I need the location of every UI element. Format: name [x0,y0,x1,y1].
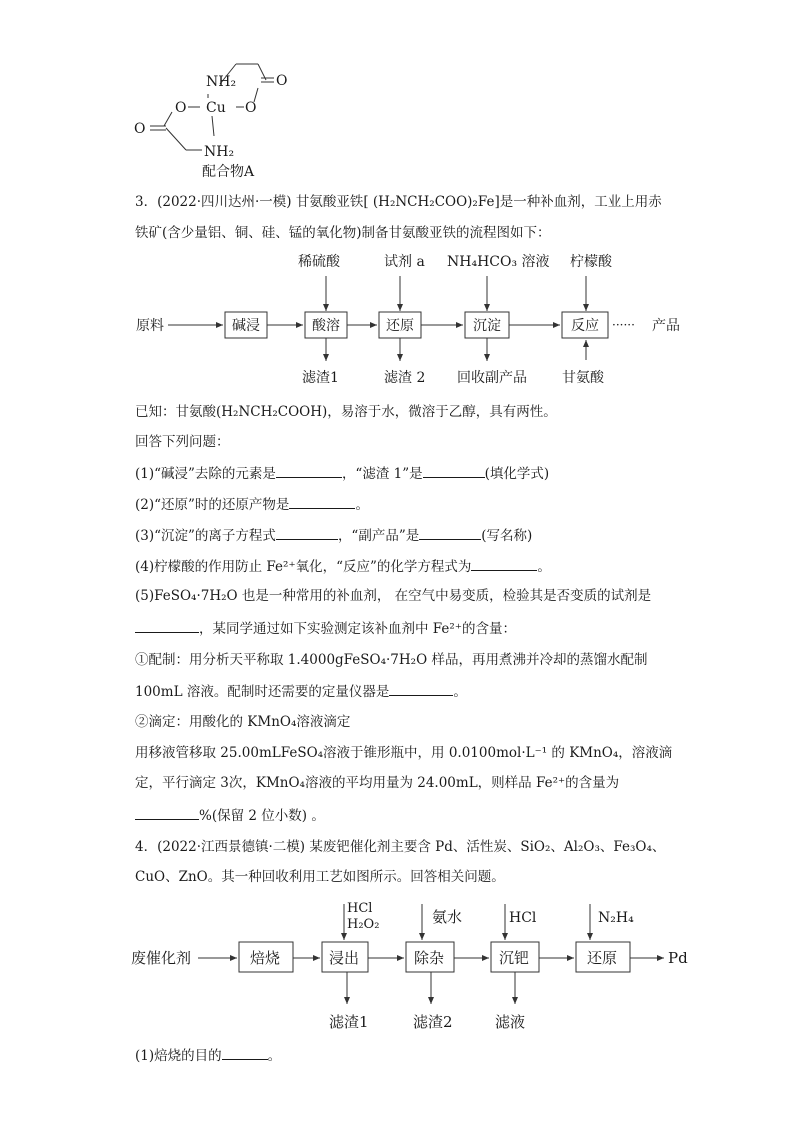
step-alkali-leach-label: 碱浸 [232,318,260,334]
input-h2o2: H₂O₂ [347,917,380,932]
output-byproduct: 回收副产品 [457,370,527,386]
q3-known: 已知：甘氨酸(H₂NCH₂COOH)，易溶于水，微溶于乙醇，具有两性。 [135,404,557,420]
step-leach-label: 浸出 [329,949,360,967]
q3-sub-3-text-b: ，“副产品”是 [337,528,420,544]
answer-blank[interactable] [419,525,481,540]
input-dilute-sulfuric-acid: 稀硫酸 [298,254,340,270]
input-hcl-2: HCl [509,910,537,926]
step-precipitate-pd-label: 沉钯 [499,949,530,967]
o-left: O [175,100,187,116]
input-n2h4: N₂H₄ [598,910,634,926]
answer-blank[interactable] [276,463,342,478]
step-react-label: 反应 [571,318,599,334]
output-residue-1: 滤渣1 [302,370,339,386]
answer-blank[interactable] [222,1045,268,1060]
q3-sub-4-text-b: 。 [537,559,551,575]
cu-atom: Cu [206,100,226,116]
step-acid-dissolve-label: 酸溶 [312,318,340,334]
q3-sub-4 [135,556,551,576]
complex-caption: 配合物A [202,164,255,180]
carbonyl-o-top: O [276,73,288,89]
q3-line-1: 3．(2022·四川达州·一模) 甘氨酸亚铁[ (H₂NCH₂COO)₂Fe]是一种补血剂，工业上用赤 [135,194,662,210]
o-right: O [245,100,257,116]
q4-line-1: 4．(2022·江西景德镇·二模) 某废钯催化剂主要含 Pd、活性炭、SiO₂、Al₂O₃、Fe₃O₄、 [135,839,666,855]
q3-sub-5: (5)FeSO₄·7H₂O 也是一种常用的补血剂， 在空气中易变质，检验其是否变质的试剂是 [135,588,652,604]
q3-sub-4-text-a: (4)柠檬酸的作用防止 Fe²⁺氧化，“反应”的化学方程式为 [135,559,472,575]
flow-end-product: 产品 [652,318,680,334]
nh2-bottom: NH₂ [204,144,235,160]
q4-sub-1-end: 。 [267,1048,282,1064]
q3-sub-1 [135,463,549,483]
q3-prep-1: ①配制：用分析天平称取 1.4000gFeSO₄·7H₂O 样品，再用煮沸并冷却的蒸馏水配制 [135,652,648,668]
answer-blank[interactable] [135,618,199,633]
carbonyl-o-bottom: O [134,121,146,137]
step-purify-label: 除杂 [414,949,445,967]
output-residue-2-pd: 滤渣2 [413,1013,453,1031]
q3-sub-3-text-c: (写名称) [481,528,533,544]
q3-sub-2 [135,494,369,514]
bond [212,116,214,136]
input-nh4hco3: NH₄HCO₃ 溶液 [447,254,550,270]
q3-sub-1-text-c: (填化学式) [484,466,550,482]
input-ammonia: 氨水 [432,908,463,926]
q3-titration-title: ②滴定：用酸化的 KMnO₄溶液滴定 [135,714,351,730]
q3-line-2: 铁矿(含少量铝、铜、硅、锰的氧化物)制备甘氨酸亚铁的流程图如下： [135,225,551,241]
q3-titration-3 [135,805,325,825]
q3-titration-1: 用移液管移取 25.00mLFeSO₄溶液于锥形瓶中，用 0.0100mol·L⁻¹ 的 KMnO₄，溶液滴 [135,745,673,761]
q4-sub-1 [135,1045,281,1065]
answer-blank[interactable] [135,805,199,820]
output-residue-2: 滤渣 2 [384,370,426,386]
answer-blank[interactable] [389,681,453,696]
flowchart-pd-recovery [128,894,708,1036]
q3-prep-2-text: 100mL 溶液。配制时还需要的定量仪器是 [135,684,390,700]
input-hcl-1: HCl [347,901,373,916]
q3-sub-2-text-a: (2)“还原”时的还原产物是 [135,497,290,513]
input-glycine: 甘氨酸 [562,370,604,386]
complex-a-structure [128,58,308,183]
q3-sub-5-cont [135,618,516,638]
q3-titration-2: 定，平行滴定 3次，KMnO₄溶液的平均用量为 24.00mL，则样品 Fe²⁺的含量为 [135,775,620,791]
bond [164,112,172,126]
flowchart-glycine-iron [130,248,710,393]
answer-blank[interactable] [289,494,355,509]
q3-sub-3-text-a: (3)“沉淀”的离子方程式 [135,528,276,544]
bond [166,128,186,150]
step-roast-label: 焙烧 [250,949,281,967]
q4-line-2: CuO、ZnO。其一种回收利用工艺如图所示。回答相关问题。 [135,869,505,885]
q3-sub-3 [135,525,532,545]
q3-prep-2 [135,681,467,701]
flow-ellipsis: ······ [612,318,635,332]
answer-blank[interactable] [276,525,338,540]
q3-titration-3-text: %(保留 2 位小数) 。 [199,808,325,824]
step-reduce-pd-label: 还原 [587,949,618,967]
input-citric-acid: 柠檬酸 [570,254,612,270]
answer-blank[interactable] [471,556,537,571]
flow-start: 原料 [136,318,164,334]
answer-blank[interactable] [423,463,485,478]
q3-sub-5-text-b: ，某同学通过如下实验测定该补血剂中 Fe²⁺的含量： [199,621,516,637]
q3-sub-1-text-a: (1)“碱浸”去除的元素是 [135,466,276,482]
flow-start-waste-catalyst: 废催化剂 [131,949,192,967]
flow-end-pd: Pd [668,949,688,967]
output-residue-1-pd: 滤渣1 [329,1013,369,1031]
step-precipitate-label: 沉淀 [473,318,501,334]
input-reagent-a: 试剂 a [384,254,425,270]
q4-sub-1-text: (1)焙烧的目的 [135,1048,222,1064]
q3-answer-intro: 回答下列问题： [135,434,230,450]
step-reduce-label: 还原 [386,318,414,334]
output-filtrate: 滤液 [495,1013,526,1031]
q3-prep-2-end: 。 [453,684,467,700]
nh2-top: NH₂ [206,74,237,90]
q3-sub-1-text-b: ，“滤渣 1”是 [341,466,423,482]
q3-sub-2-text-b: 。 [355,497,369,513]
